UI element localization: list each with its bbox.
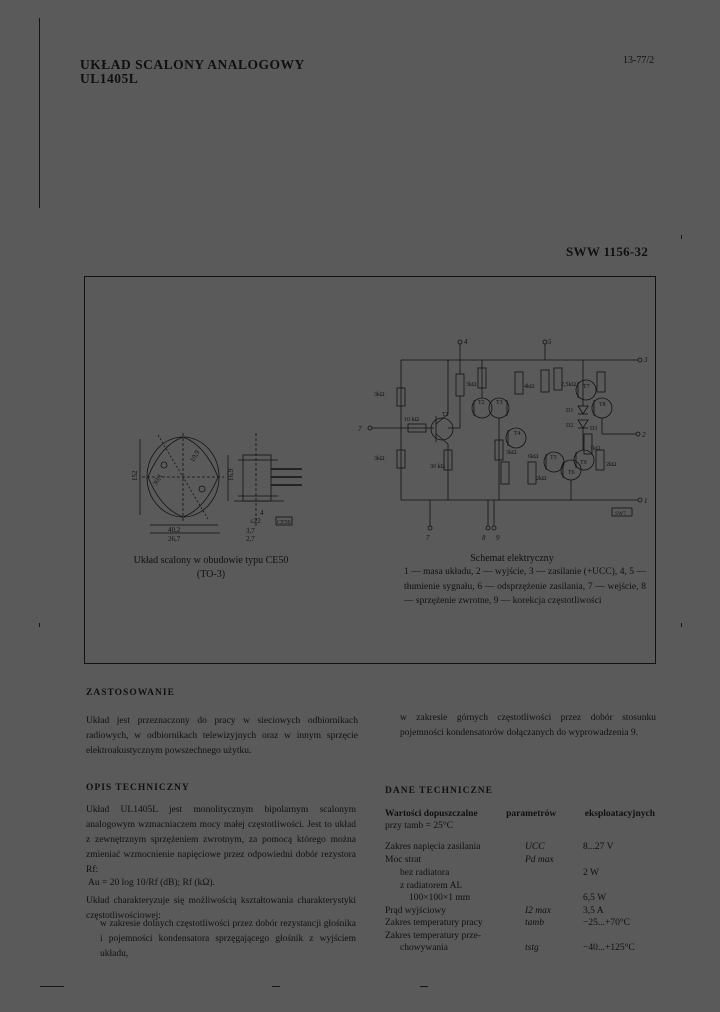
spec-label: 100×100×1 mm	[409, 893, 471, 903]
catalog-number: SWW 1156-32	[566, 244, 649, 259]
tr-label-3: T3	[496, 400, 503, 406]
spec-label: bez radiatora	[400, 868, 450, 878]
pin-label-7: 7	[426, 534, 430, 542]
package-caption	[108, 554, 314, 582]
spec-row	[385, 931, 660, 943]
dim-9: 16,9	[227, 468, 235, 481]
scan-tick-right-1	[681, 235, 682, 239]
package-caption-line-1: Układ scalony w obudowie typu CE50	[133, 555, 289, 566]
dim-11: 10,9	[188, 448, 202, 464]
diode-label-2: D2	[566, 423, 574, 429]
title-line-1: UKŁAD SCALONY ANALOGOWY	[80, 57, 305, 72]
res-label-4: 30 kΩ	[430, 464, 445, 470]
description-paragraph-1: Układ UL1405L jest monolitycznym bipolarnym scalonym analogowym wzmacniaczem mocy małej częstotliwości. Jest to układ z zewnętrznym sprzężeniem zwrotnym, za pomocą którego można zmieniać wzmocnienie napięciowe przez odpowiedni dobór rezystora Rf:	[86, 805, 356, 875]
spec-header-sub: przy tamb = 25°C	[385, 821, 453, 831]
dim-4: ≤22	[250, 517, 261, 525]
document-title	[80, 58, 305, 86]
scan-dash-1	[272, 986, 280, 987]
gain-formula: Au = 20 log 10/Rf (dB); Rf (kΩ).	[88, 878, 215, 888]
title-line-2: UL1405L	[80, 71, 139, 86]
package-outline-drawing	[128, 425, 310, 543]
diode-label-3: D3	[590, 426, 598, 432]
tr-label-8: T8	[599, 402, 606, 408]
spec-header-col-b: parametrów	[506, 809, 557, 819]
pin-label-7-input: 7	[358, 425, 362, 433]
spec-row	[385, 918, 660, 930]
application-text-continued: w zakresie górnych częstotliwości przez dobór stosunku pojemności kondensatorów dołączanych do wyprowadzenia 9.	[400, 713, 656, 738]
spec-symbol: I2 max	[525, 906, 552, 916]
pin-label-4: 4	[464, 338, 468, 346]
res-label-5: 3kΩ	[466, 382, 477, 388]
spec-label: chowywania	[400, 943, 449, 953]
spec-symbol: tstg	[525, 943, 539, 953]
res-label-2: 10 kΩ	[404, 417, 419, 423]
diode-label-1: D1	[566, 408, 574, 414]
res-label-10: 2kΩ	[536, 476, 547, 482]
spec-value: 8...27 V	[583, 842, 614, 852]
tr-label-2: T2	[478, 400, 485, 406]
tech-data-heading: DANE TECHNICZNE	[385, 786, 493, 796]
scan-tick-right-2	[681, 623, 682, 627]
spec-row	[385, 906, 660, 918]
description-heading: OPIS TECHNICZNY	[86, 783, 190, 793]
spec-header-col-a: Wartości dopuszczalne	[385, 809, 478, 819]
description-bullet: w zakresie dolnych częstotliwości przez dobór rezystancji głośnika i pojemności kondensatora sprzęgającego głośnik z wyjściem układu,	[100, 919, 356, 959]
pin-label-1: 1	[644, 497, 648, 505]
application-heading: ZASTOSOWANIE	[86, 688, 175, 698]
spec-label: Zakres napięcia zasilania	[385, 842, 481, 852]
spec-row	[385, 881, 660, 893]
spec-value: −25...+70°C	[583, 918, 630, 928]
tr-label-1: T1	[442, 412, 449, 418]
pin-label-9: 9	[496, 534, 500, 542]
res-label-6: 3kΩ	[506, 450, 517, 456]
dim-7: CE50	[277, 520, 291, 526]
spec-value: 2 W	[583, 868, 599, 878]
spec-table-header	[385, 808, 655, 832]
dim-5: 3,7	[246, 527, 255, 535]
spec-label: Zakres temperatury prze-	[385, 931, 482, 941]
dim-6: 2,7	[246, 535, 255, 543]
tr-label-7: T7	[583, 384, 590, 390]
package-caption-line-2: (TO-3)	[196, 569, 226, 580]
spec-value: 6,5 W	[583, 893, 607, 903]
spec-label: Prąd wyjściowy	[385, 906, 446, 916]
schematic-title: Schemat elektryczny	[470, 553, 554, 564]
pin-label-8: 8	[482, 534, 486, 542]
spec-row	[385, 855, 660, 867]
res-label-12: 2kΩ	[606, 462, 617, 468]
res-label-9: 2,5kΩ	[561, 382, 576, 388]
scan-edge-mark-bottom	[40, 986, 64, 987]
dim-10: 30,1	[151, 472, 165, 487]
res-label-11: 1kΩ	[590, 446, 601, 452]
spec-label: Zakres temperatury pracy	[385, 918, 483, 928]
res-label-3: 3kΩ	[374, 456, 385, 462]
dim-8: 4	[260, 509, 264, 517]
pin-label-3: 3	[644, 356, 648, 364]
spec-row	[385, 868, 660, 880]
application-text: Układ jest przeznaczony do pracy w sieciowych odbiornikach radiowych, w odbiornikach telewizyjnych oraz w innym sprzęcie elektroakustycznym powszechnego użytku.	[86, 716, 358, 756]
tr-label-5: T5	[550, 455, 557, 461]
dim-2: 40,2	[168, 526, 181, 534]
res-label-1: 3kΩ	[374, 392, 385, 398]
spec-label: Moc strat	[385, 855, 422, 865]
tr-label-6: T6	[568, 470, 575, 476]
scan-edge-mark-top	[39, 18, 40, 208]
spec-symbol: Pd max	[525, 855, 554, 865]
spec-header-col-c: eksploatacyjnych	[584, 809, 655, 819]
res-label-7: 4kΩ	[524, 384, 535, 390]
dim-3: 26,7	[168, 535, 181, 543]
spec-value: −40...+125°C	[583, 943, 635, 953]
tr-label-9: T9	[580, 460, 587, 466]
tr-label-4: T4	[514, 431, 521, 437]
pin-label-2: 2	[642, 431, 646, 439]
scan-dash-2	[420, 986, 428, 987]
scan-tick-left-1	[39, 623, 40, 627]
spec-row	[385, 943, 660, 955]
electrical-schematic	[356, 330, 652, 545]
res-label-8: 6kΩ	[528, 454, 539, 460]
pin-label-5: 5	[548, 338, 552, 346]
description-paragraph-2: Układ charakteryzuje się możliwością kształtowania charakterystyki częstotliwościowej:	[86, 896, 356, 921]
spec-row	[385, 893, 660, 905]
spec-symbol: UCC	[525, 842, 545, 852]
spec-value: 3,5 A	[583, 906, 604, 916]
spec-label: z radiatorem AL	[400, 881, 463, 891]
spec-symbol: tamb	[525, 918, 544, 928]
spec-row	[385, 842, 660, 854]
dim-1: 152	[131, 470, 139, 481]
reference-number: 13-77/2	[623, 55, 655, 66]
schematic-corner-tag: SW7	[615, 511, 626, 517]
schematic-legend: 1 — masa układu, 2 — wyjście, 3 — zasilanie (+UCC), 4, 5 — tłumienie sygnału, 6 — odsprzężenie zasilania, 7 — wejście, 8 — sprzężenie zwrotne, 9 — korekcja częstotliwości	[404, 567, 646, 606]
